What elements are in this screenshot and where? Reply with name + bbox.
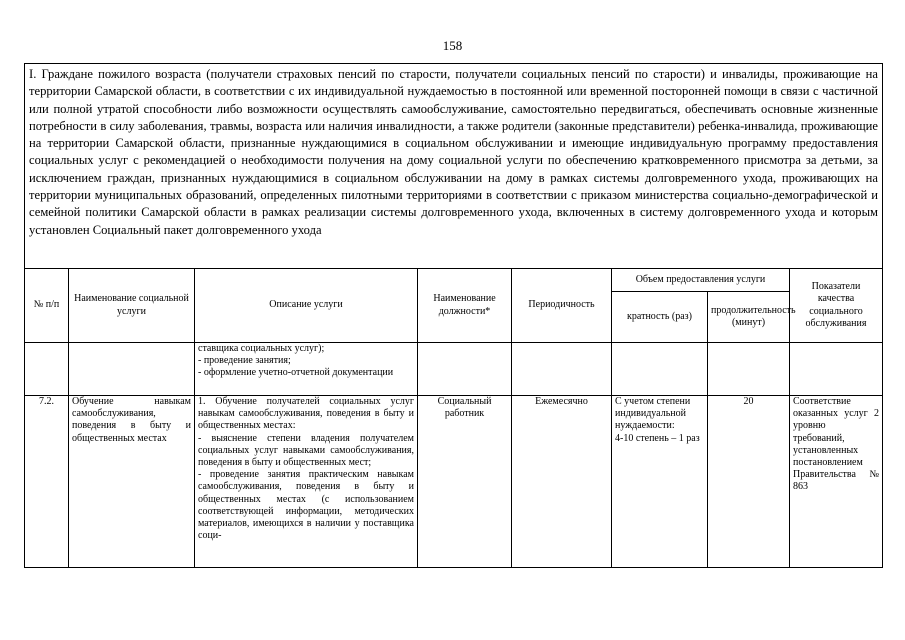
intro-row: [25, 64, 883, 269]
cell-position: Социальный работник: [418, 396, 512, 568]
description-line: - оформление учетно-отчетной документации: [198, 367, 394, 379]
description-line: 1. Обучение получателей социальных услуг навыкам самообслуживания, поведения в быту и общественных местах:: [198, 396, 414, 432]
header-position: Наименование должности*: [418, 269, 512, 343]
table-row-continuation: [25, 343, 883, 396]
cell-empty: [69, 343, 195, 396]
cell-service-name: Обучение навыкам самообслуживания, поведения в быту и общественных местах: [69, 396, 195, 568]
header-name: Наименование социальной услуги: [69, 269, 195, 343]
cell-empty: [512, 343, 612, 396]
cell-quality: Соответствие оказанных услуг 2 уровню требований, установленных постановлением Правительства № 863: [790, 396, 883, 568]
header-periodicity: Периодичность: [512, 269, 612, 343]
header-quality: Показатели качества социального обслуживания: [790, 269, 883, 343]
cell-num: 7.2.: [25, 396, 69, 568]
description-line: - выяснение степени владения получателем социальных услуг навыками самообслуживания, поведения в быту и общественных мест;: [198, 432, 414, 469]
header-volume: Объем предоставления услуги: [612, 269, 790, 292]
cell-description-continuation: [195, 343, 418, 396]
cell-description: [195, 396, 418, 568]
cell-empty: [790, 343, 883, 396]
description-line: ставщика социальных услуг);: [198, 343, 325, 354]
header-duration: продолжительность (минут): [708, 292, 790, 343]
description-line: - проведение занятия практическим навыкам самообслуживания, поведения в быту и общественных местах (с использованием соответствующей информации, методических материалов, имеющихся в наличии у поставщика соци-: [198, 469, 414, 542]
cell-duration: 20: [708, 396, 790, 568]
header-num: № п/п: [25, 269, 69, 343]
cell-empty: [418, 343, 512, 396]
description-line: - проведение занятия;: [198, 355, 291, 367]
cell-empty: [612, 343, 708, 396]
frequency-line: С учетом степени индивидуальной нуждаемости:: [615, 396, 691, 432]
header-row-1: [25, 269, 883, 292]
cell-frequency: [612, 396, 708, 568]
services-table: [24, 63, 883, 568]
cell-empty: [708, 343, 790, 396]
header-description: Описание услуги: [195, 269, 418, 343]
table-row-7-2: [25, 396, 883, 568]
header-frequency: кратность (раз): [612, 292, 708, 343]
cell-empty: [25, 343, 69, 396]
page-number: 158: [442, 38, 463, 53]
frequency-line: 4-10 степень – 1 раз: [615, 432, 700, 444]
intro-text: I. Граждане пожилого возраста (получатели страховых пенсий по старости, получатели социальных пенсий по старости) и инвалиды, проживающие на территории Самарской области, в соответствии с их индивидуальной нуждаемостью в постоянной или временной посторонней помощи в связи с частичной или полной утратой способности либо возможности осуществлять самообслуживание, самостоятельно передвигаться, обеспечивать основные жизненные потребности в силу заболевания, травмы, возраста или наличия инвалидности, а также родители (законные представители) ребенка-инвалида, проживающие на территории Самарской области, признанные нуждающимися в социальном обслуживании и имеющие индивидуальную программу предоставления социальных услуг с рекомендацией о необходимости получения на дому социальной услуги по обеспечению кратковременного присмотра за детьми, за исключением граждан, признанных нуждающимися в социальном обслуживании на дому в рамках системы долговременного ухода, проживающих на территории муниципальных образований, определенных пилотными территориями в соответствии с приказом министерства социально-демографической и семейной политики Самарской области в рамках реализации системы долговременного ухода, включенных в систему долговременного ухода и которым установлен Социальный пакет долговременного ухода: [25, 64, 883, 269]
cell-periodicity: Ежемесячно: [512, 396, 612, 568]
